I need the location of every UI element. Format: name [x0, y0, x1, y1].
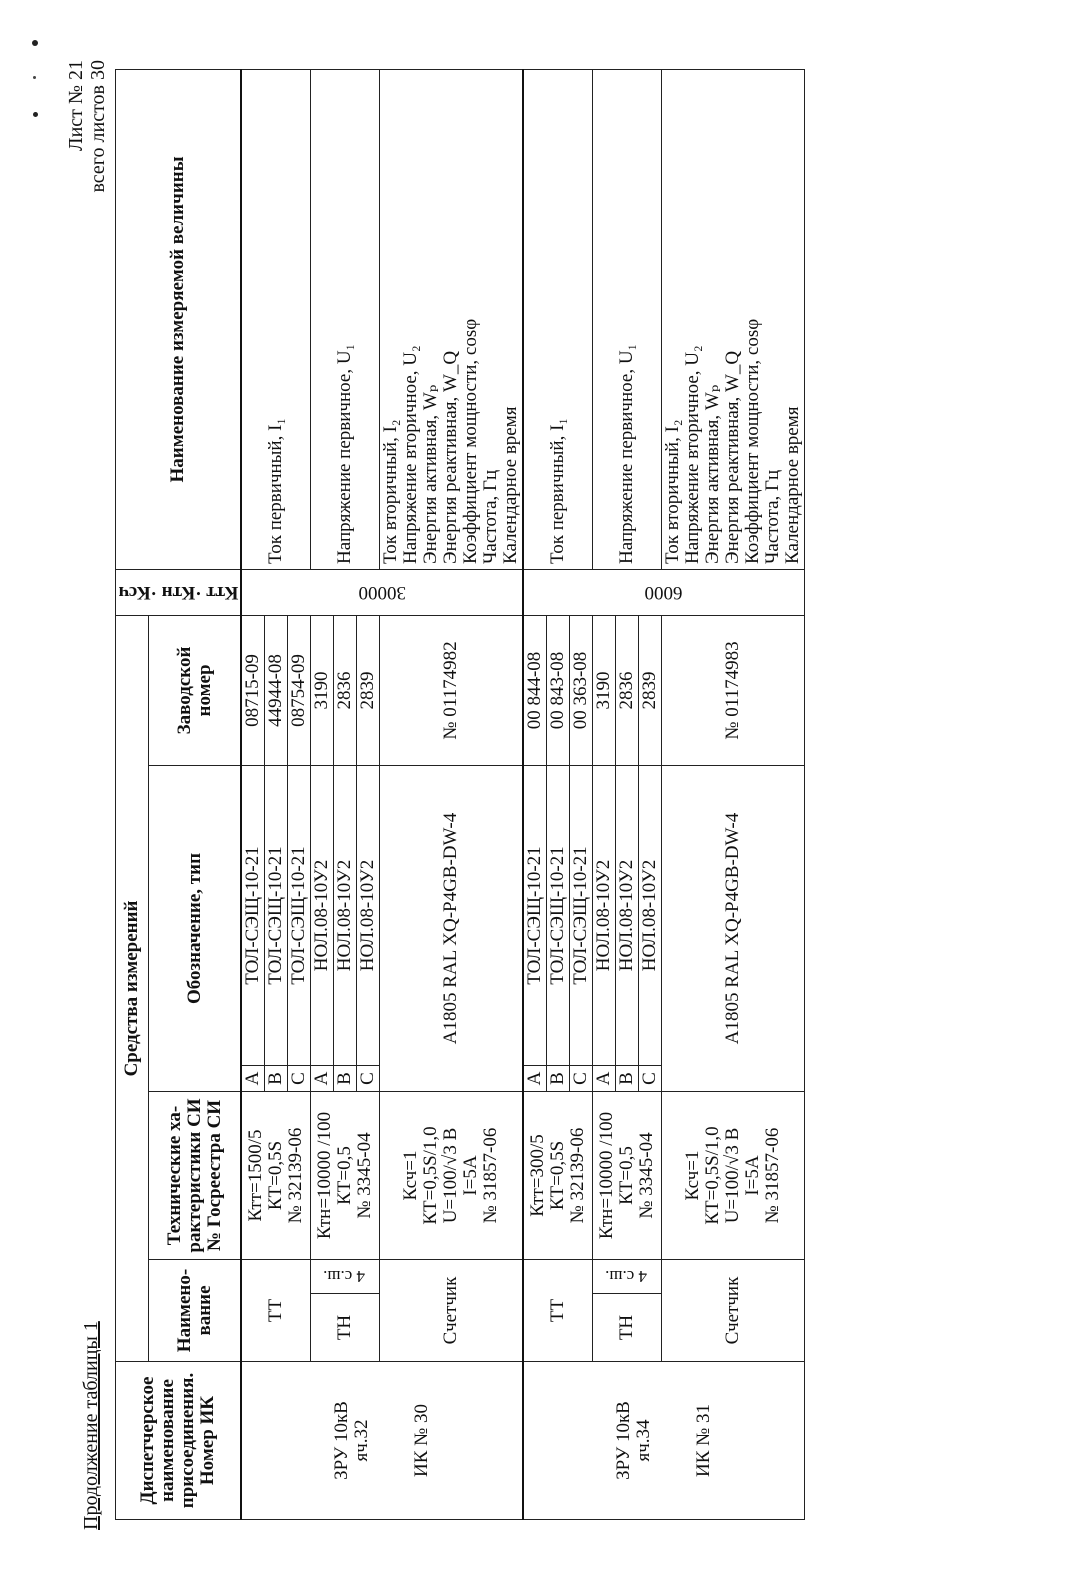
- phase-label: B: [615, 1066, 638, 1092]
- tech-line: Ктн=10000 /100: [595, 1111, 617, 1240]
- ik-number: ИК № 31: [692, 1403, 714, 1478]
- meter-name: Счетчик: [379, 1260, 523, 1362]
- sheet-number: [65, 60, 109, 193]
- meas-tn: Напряжение первичное, U₁: [592, 69, 661, 569]
- disp-cell: [523, 1362, 805, 1520]
- phase-label: B: [264, 1066, 287, 1092]
- phase-label: C: [569, 1066, 592, 1092]
- tech-line: Ктт=300/5: [526, 1134, 548, 1217]
- meter-serial: № 01174983: [661, 615, 804, 765]
- serial-number: 3190: [310, 615, 333, 765]
- table-body: [241, 69, 805, 1519]
- scan-mark: [33, 112, 38, 117]
- meter-row: [661, 69, 804, 1519]
- meas-tt: Ток первичный, I₁: [241, 69, 311, 569]
- meas-line: Энергия активная, Wₚ: [419, 384, 441, 564]
- serial-number: 00 844-08: [523, 615, 547, 765]
- header-name: Наимено-вание: [149, 1260, 241, 1362]
- header-meas: Наименование измеряемой величины: [116, 69, 241, 569]
- tt-tech: [523, 1092, 593, 1260]
- meas-tt: Ток первичный, I₁: [523, 69, 593, 569]
- tech-line: № 32139-06: [566, 1127, 588, 1224]
- tech-line: КТ=0,5S: [546, 1140, 568, 1211]
- tn-row: [592, 69, 615, 1519]
- tn-tech: [592, 1092, 661, 1260]
- device-type: НОЛ.08-10У2: [638, 766, 661, 1066]
- tech-line: I=5А: [459, 1155, 481, 1196]
- device-type: НОЛ.08-10У2: [615, 766, 638, 1066]
- meter-tech: [661, 1092, 804, 1260]
- header-group: Средства измерений: [116, 615, 149, 1361]
- meas-line: Календарное время: [781, 406, 803, 564]
- meas-line: Ток вторичный, I₂: [661, 419, 683, 564]
- table-caption: Продолжение таблицы 1: [80, 1321, 102, 1530]
- serial-number: 00 363-08: [569, 615, 592, 765]
- tech-line: Ксч=1: [681, 1150, 703, 1201]
- header-type: Обозначение, тип: [149, 766, 241, 1092]
- meas-line: Календарное время: [499, 406, 521, 564]
- tn-tech: [310, 1092, 379, 1260]
- disp-line: яч.32: [350, 1419, 372, 1462]
- phase-label: C: [638, 1066, 661, 1092]
- meas-tn: Напряжение первичное, U₁: [310, 69, 379, 569]
- measurement-table: [115, 69, 805, 1520]
- device-type: ТОЛ-СЭЩ-10-21: [569, 766, 592, 1066]
- serial-number: 00 843-08: [546, 615, 569, 765]
- tech-line: Ктн=10000 /100: [313, 1111, 335, 1240]
- tt-name: ТТ: [523, 1260, 593, 1362]
- serial-number: 08754-09: [287, 615, 310, 765]
- phase-label: B: [546, 1066, 569, 1092]
- tn-name: ТН: [592, 1294, 661, 1362]
- meas-line: Ток вторичный, I₂: [379, 419, 401, 564]
- phase-label: B: [333, 1066, 356, 1092]
- ktt-value: 30000: [241, 569, 523, 615]
- sheet-line-1: Лист № 21: [65, 60, 87, 151]
- serial-number: 3190: [592, 615, 615, 765]
- device-type: НОЛ.08-10У2: [310, 766, 333, 1066]
- device-type: НОЛ.08-10У2: [356, 766, 379, 1066]
- serial-number: 2836: [615, 615, 638, 765]
- tt-row: [523, 69, 547, 1519]
- meas-line: Частота, Гц: [479, 469, 501, 564]
- tech-line: КТ=0,5: [615, 1146, 637, 1205]
- header-tech: Технические ха-рактеристики СИ № Госреестра СИ: [149, 1092, 241, 1260]
- device-type: ТОЛ-СЭЩ-10-21: [241, 766, 265, 1066]
- tech-line: U=100/√3 В: [721, 1127, 743, 1224]
- tn-name: ТН: [310, 1294, 379, 1362]
- phase-label: A: [523, 1066, 547, 1092]
- serial-number: 44944-08: [264, 615, 287, 765]
- meter-name: Счетчик: [661, 1260, 804, 1362]
- tech-line: КТ=0,5S/1,0: [701, 1126, 723, 1225]
- meter-type: A1805 RAL XQ-P4GB-DW-4: [661, 766, 804, 1092]
- meas-meter: [661, 69, 804, 569]
- rotated-page: [60, 60, 1020, 1530]
- disp-line: яч.34: [632, 1419, 654, 1462]
- device-type: ТОЛ-СЭЩ-10-21: [264, 766, 287, 1066]
- device-type: ТОЛ-СЭЩ-10-21: [287, 766, 310, 1066]
- sheet-line-2: всего листов 30: [87, 60, 109, 193]
- meas-line: Энергия реактивная, W_Q: [721, 350, 743, 564]
- tech-line: № 3345-04: [635, 1132, 657, 1219]
- tech-line: I=5А: [741, 1155, 763, 1196]
- tech-line: № 31857-06: [479, 1127, 501, 1224]
- meas-line: Энергия реактивная, W_Q: [439, 350, 461, 564]
- device-type: ТОЛ-СЭЩ-10-21: [546, 766, 569, 1066]
- tech-line: КТ=0,5: [333, 1146, 355, 1205]
- scan-mark: [32, 40, 38, 46]
- header-ktt: Ктт ·Ктн ·Ксч: [116, 569, 241, 615]
- tt-name: ТТ: [241, 1260, 311, 1362]
- tech-line: U=100/√3 В: [439, 1127, 461, 1224]
- meas-line: Энергия активная, Wₚ: [701, 384, 723, 564]
- serial-number: 2839: [638, 615, 661, 765]
- phase-label: A: [592, 1066, 615, 1092]
- phase-label: C: [356, 1066, 379, 1092]
- meas-line: Частота, Гц: [761, 469, 783, 564]
- serial-number: 2836: [333, 615, 356, 765]
- meas-meter: [379, 69, 523, 569]
- ik-number: ИК № 30: [410, 1403, 432, 1478]
- meter-serial: № 01174982: [379, 615, 523, 765]
- tn-row: [310, 69, 333, 1519]
- meas-line: Коэффициент мощности, cosφ: [741, 318, 763, 564]
- header-disp: Диспетчерское наименование присоединения. Номер ИК: [116, 1362, 241, 1520]
- tn-busbar: 4 с.ш.: [310, 1260, 379, 1294]
- tech-line: КТ=0,5S: [264, 1140, 286, 1211]
- meter-type: A1805 RAL XQ-P4GB-DW-4: [379, 766, 523, 1092]
- meter-tech: [379, 1092, 523, 1260]
- tech-line: КТ=0,5S/1,0: [419, 1126, 441, 1225]
- device-type: НОЛ.08-10У2: [333, 766, 356, 1066]
- meas-line: Коэффициент мощности, cosφ: [459, 318, 481, 564]
- phase-label: A: [310, 1066, 333, 1092]
- meas-line: Напряжение вторичное, U₂: [681, 345, 703, 564]
- phase-label: A: [241, 1066, 265, 1092]
- tn-busbar: 4 с.ш.: [592, 1260, 661, 1294]
- serial-number: 2839: [356, 615, 379, 765]
- device-type: НОЛ.08-10У2: [592, 766, 615, 1066]
- tech-line: Ктт=1500/5: [244, 1129, 266, 1222]
- scan-mark: [33, 76, 36, 79]
- ktt-value: 6000: [523, 569, 805, 615]
- tech-line: № 31857-06: [761, 1127, 783, 1224]
- tt-tech: [241, 1092, 311, 1260]
- serial-number: 08715-09: [241, 615, 265, 765]
- meter-row: [379, 69, 523, 1519]
- disp-line: ЗРУ 10кВ: [612, 1401, 634, 1480]
- tt-row: [241, 69, 265, 1519]
- tech-line: № 3345-04: [353, 1132, 375, 1219]
- tech-line: № 32139-06: [284, 1127, 306, 1224]
- disp-cell: [241, 1362, 523, 1520]
- device-type: ТОЛ-СЭЩ-10-21: [523, 766, 547, 1066]
- meas-line: Напряжение вторичное, U₂: [399, 345, 421, 564]
- phase-label: C: [287, 1066, 310, 1092]
- disp-line: ЗРУ 10кВ: [330, 1401, 352, 1480]
- tech-line: Ксч=1: [399, 1150, 421, 1201]
- header-serial: Заводской номер: [149, 615, 241, 765]
